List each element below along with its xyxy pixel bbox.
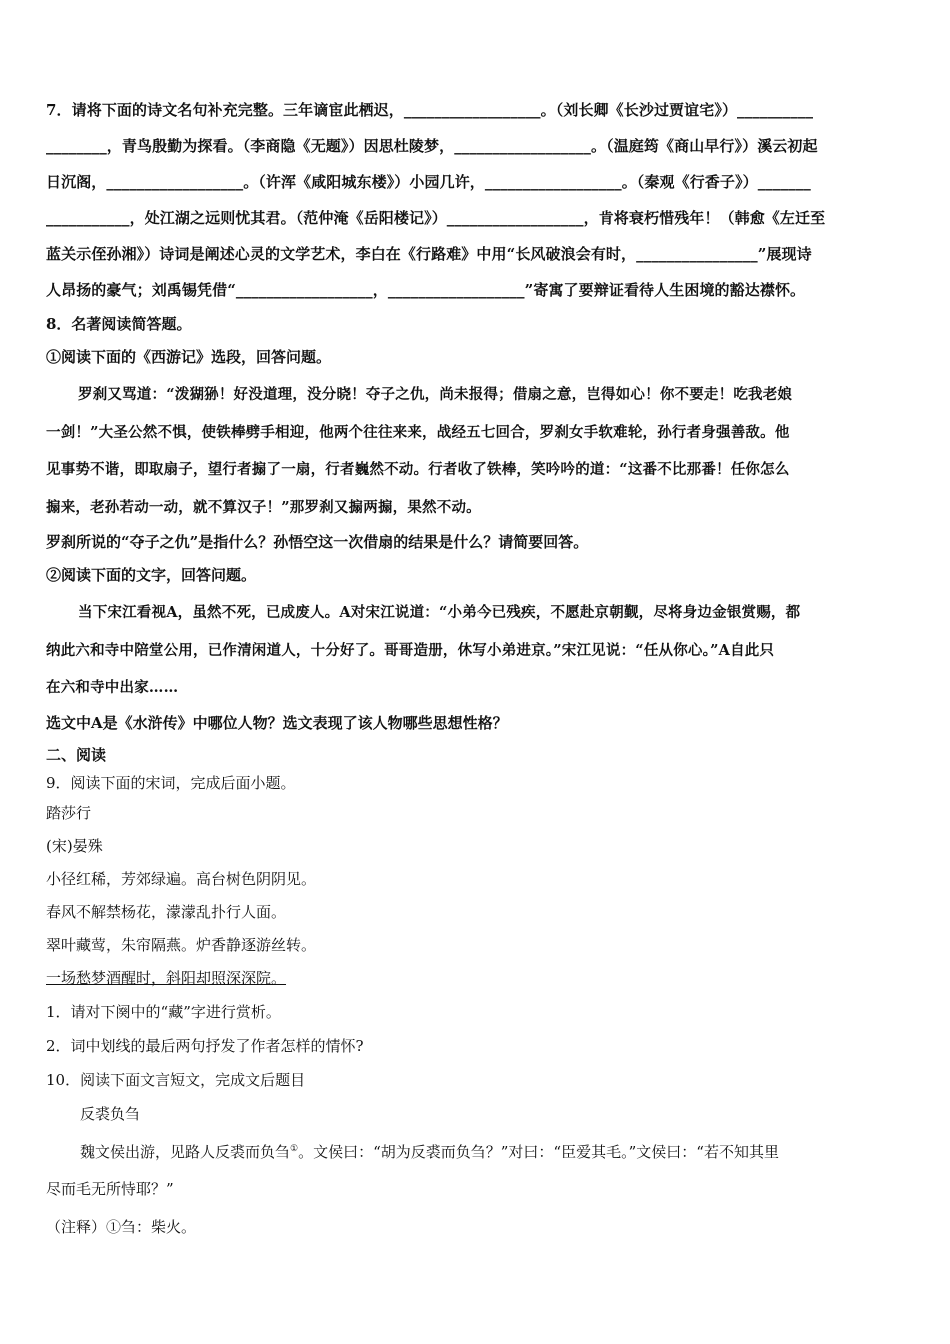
passage-line: 搧来，老孙若动一动，就不算汉子！”那罗刹又搧两搧，果然不动。	[46, 498, 481, 516]
passage-line: 一剑！”大圣公然不惧，使铁棒劈手相迎，他两个往往来来，战经五七回合，罗刹女手软难轮，孙行者身强善敌。他	[46, 423, 790, 441]
footnote: （注释）①刍：柴火。	[46, 1217, 197, 1236]
q8-part1-question: 罗刹所说的“夺子之仇”是指什么？孙悟空这一次借扇的结果是什么？请简要回答。	[46, 533, 589, 551]
q7-line: 人昂扬的豪气；刘禹锡凭借“__________________，__________________”寄寓了要辩证看待人生困境的豁达襟怀。	[46, 281, 806, 299]
q10-intro: 10．阅读下面文言短文，完成文后题目	[46, 1070, 306, 1089]
q8-part1-heading: ①阅读下面的《西游记》选段，回答问题。	[46, 348, 332, 366]
section-title: 二、阅读	[46, 745, 107, 764]
footnote-mark: ①	[290, 1143, 299, 1154]
passage-line	[46, 1131, 908, 1172]
passage-line: 当下宋江看视A，虽然不死，已成废人。A对宋江说道：“小弟今已残疾，不愿赴京朝觐，尽将身边金银赏赐，都	[78, 604, 801, 621]
q7-line: 7．请将下面的诗文名句补充完整。三年谪宦此栖迟，__________________。（刘长卿《长沙过贾谊宅》）__________	[46, 101, 814, 119]
passage-text: 。文侯曰：“胡为反裘而负刍？”对曰：“臣爱其毛。”文侯曰：“若不知其里	[298, 1142, 779, 1161]
poem-verse: 翠叶藏莺，朱帘隔燕。炉香静逐游丝转。	[46, 935, 317, 954]
q7-line: 蓝关示侄孙湘》）诗词是阐述心灵的文学艺术，李白在《行路难》中用“长风破浪会有时，________________”展现诗	[46, 245, 812, 263]
shuihuzhuan-passage	[46, 594, 908, 707]
question-7	[46, 92, 908, 308]
q8-title: 8．名著阅读简答题。	[46, 315, 192, 333]
poem-author: (宋)晏殊	[46, 836, 103, 855]
poem-verse: 小径红稀，芳郊绿遍。高台树色阴阴见。	[46, 869, 317, 888]
q7-line: ________，青鸟殷勤为探看。（李商隐《无题》）因思杜陵梦，__________________。（温庭筠《商山早行》）溪云初起	[46, 137, 818, 155]
q7-line: 日沉阁，__________________。（许浑《咸阳城东楼》）小园几许，__________________。（秦观《行香子》）_______	[46, 173, 811, 191]
q9-sub-question: 1．请对下阕中的“藏”字进行赏析。	[46, 1002, 281, 1021]
passage-text: 魏文侯出游，见路人反裘而负刍	[80, 1142, 291, 1161]
question-8	[46, 308, 908, 740]
q9-intro: 9．阅读下面的宋词，完成后面小题。	[46, 773, 296, 792]
poem-verse: 春风不解禁杨花，濛濛乱扑行人面。	[46, 902, 287, 921]
question-9	[46, 770, 908, 1063]
passage-line: 尽而毛无所恃耶？”	[46, 1180, 174, 1198]
question-10	[46, 1063, 908, 1247]
q8-part2-heading: ②阅读下面的文字，回答问题。	[46, 566, 257, 584]
q8-part2-question: 选文中A是《水浒传》中哪位人物？选文表现了该人物哪些思想性格？	[46, 713, 508, 732]
underlined-verse: 一场愁梦酒醒时，斜阳却照深深院。	[46, 968, 287, 987]
poem-verse-underlined	[46, 962, 908, 995]
passage-line: 罗刹又骂道：“泼猢狲！好没道理，没分晓！夺子之仇，尚未报得；借扇之意，岂得如心！你不要走！吃我老娘	[78, 386, 793, 403]
q10-title: 反裘负刍	[80, 1104, 141, 1123]
q9-sub-question: 2．词中划线的最后两句抒发了作者怎样的情怀?	[46, 1036, 364, 1055]
document-page	[46, 92, 908, 1246]
passage-line: 在六和寺中出家……	[46, 679, 179, 696]
q7-line: ___________，处江湖之远则忧其君。（范仲淹《岳阳楼记》）__________________，肯将衰朽惜残年！（韩愈《左迁至	[46, 209, 826, 227]
passage-line: 纳此六和寺中陪堂公用，已作清闲道人，十分好了。哥哥造册，休写小弟进京。”宋江见说：“任从你心。”A自此只	[46, 641, 775, 659]
passage-line: 见事势不谐，即取扇子，望行者搧了一扇，行者巍然不动。行者收了铁棒，笑吟吟的道：“这番不比那番！任你怎么	[46, 461, 790, 478]
xiyouji-passage	[46, 376, 908, 526]
poem-title: 踏莎行	[46, 803, 92, 822]
